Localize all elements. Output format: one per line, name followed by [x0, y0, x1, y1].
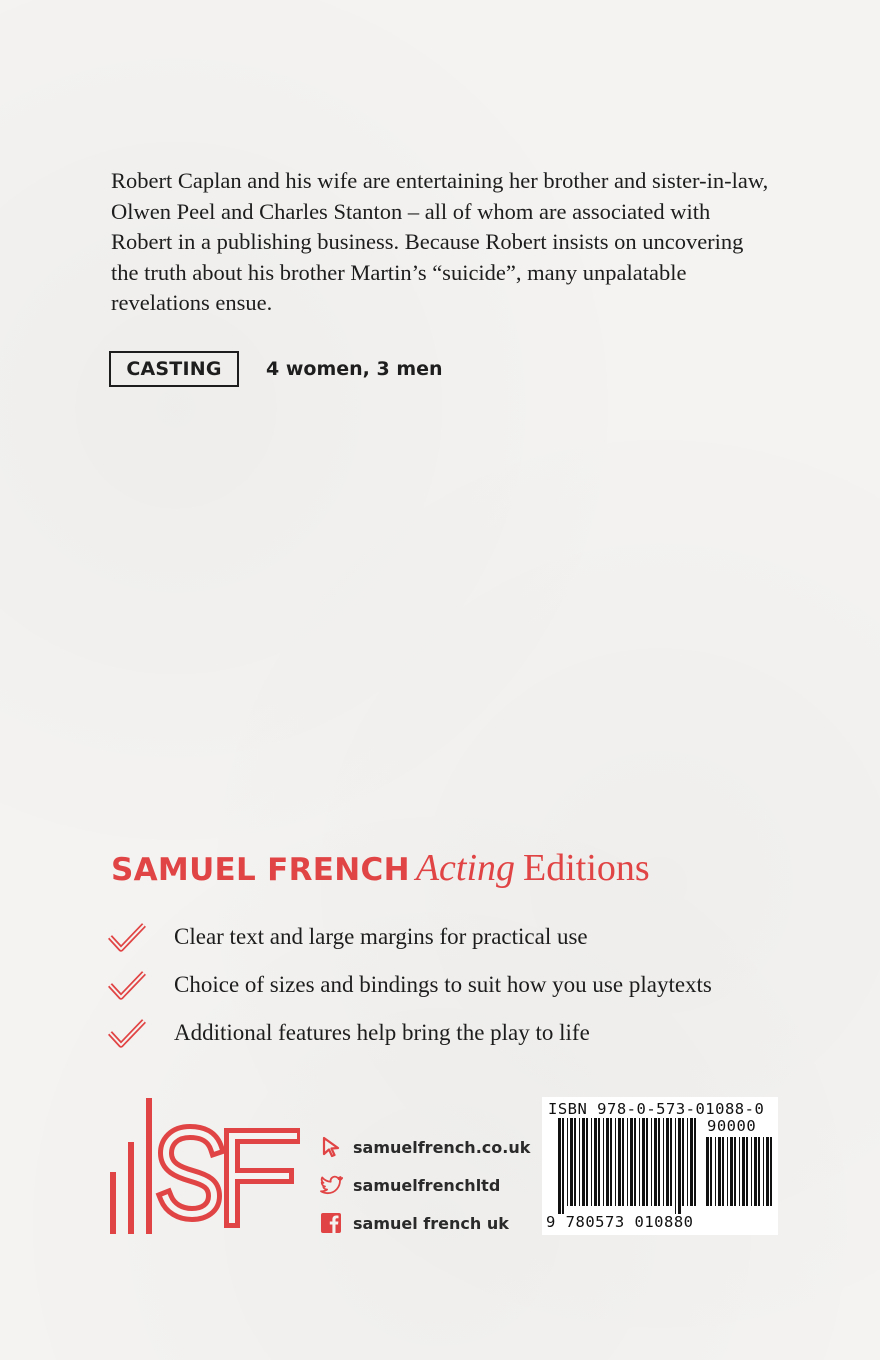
price-code: 90000 — [707, 1117, 757, 1135]
barcode-bar — [582, 1118, 585, 1206]
series-acting: Acting — [415, 847, 516, 889]
barcode-bar — [694, 1118, 696, 1206]
series-brand: SAMUEL FRENCH — [111, 852, 410, 888]
barcode-bar — [654, 1118, 657, 1206]
barcode-bar — [763, 1137, 764, 1206]
contact-list — [319, 1128, 530, 1242]
contact-text: samuel french uk — [353, 1213, 509, 1233]
isbn-barcode — [542, 1097, 778, 1235]
barcode-bar — [690, 1118, 693, 1206]
barcode-bar — [682, 1118, 684, 1206]
barcode-bar — [574, 1118, 576, 1206]
barcode-bar — [754, 1137, 757, 1206]
barcode-bar — [606, 1118, 609, 1206]
barcode-bar — [751, 1137, 752, 1206]
barcode-bar — [739, 1137, 740, 1206]
barcode-bar — [766, 1137, 769, 1206]
series-editions: Editions — [523, 847, 650, 889]
contact-website[interactable] — [319, 1128, 530, 1166]
barcode-bar — [630, 1118, 633, 1206]
contact-facebook[interactable] — [319, 1204, 530, 1242]
barcode-bar — [591, 1118, 592, 1206]
feature-list — [108, 913, 712, 1057]
barcode-bar — [746, 1137, 748, 1206]
cursor-icon — [319, 1135, 343, 1159]
contact-text: samuelfrenchltd — [353, 1175, 501, 1195]
ean-digits: 9 780573 010880 — [546, 1213, 694, 1231]
barcode-bar — [666, 1118, 669, 1206]
barcode-bar — [727, 1137, 728, 1206]
barcode-bar — [558, 1118, 561, 1214]
barcode-bar — [586, 1118, 588, 1206]
ean-barcode — [558, 1118, 700, 1214]
barcode-bar — [718, 1137, 721, 1206]
feature-item — [108, 1009, 712, 1057]
barcode-bar — [639, 1118, 640, 1206]
sf-logo — [108, 1096, 300, 1236]
isbn-number: ISBN 978-0-573-01088-0 — [548, 1100, 765, 1118]
barcode-bar — [642, 1118, 645, 1206]
synopsis-text: Robert Caplan and his wife are entertaining her brother and sister-in-law, Olwen Peel and Charles Stanton – all of whom are associated with Robert in a publishing business. Because Robert insists on uncovering the truth about his brother Martin’s “suicide”, many unpalatable revelations ensue. — [111, 168, 769, 315]
feature-item — [108, 961, 712, 1009]
barcode-bar — [710, 1137, 712, 1206]
barcode-bar — [770, 1137, 772, 1206]
casting-value: 4 women, 3 men — [266, 358, 443, 380]
feature-text: Additional features help bring the play to life — [174, 1020, 590, 1045]
barcode-bar — [687, 1118, 688, 1206]
addon-barcode — [706, 1137, 772, 1214]
contact-text: samuelfrench.co.uk — [353, 1137, 531, 1157]
barcode-bar — [670, 1118, 672, 1206]
barcode-bar — [706, 1137, 709, 1206]
barcode-bar — [734, 1137, 736, 1206]
barcode-bar — [579, 1118, 580, 1206]
facebook-icon — [319, 1211, 343, 1235]
barcode-bar — [663, 1118, 664, 1206]
check-icon — [108, 970, 146, 1000]
barcode-bar — [622, 1118, 624, 1206]
barcode-bar — [567, 1118, 568, 1206]
barcode-bar — [758, 1137, 760, 1206]
barcode-bar — [722, 1137, 724, 1206]
barcode-bar — [603, 1118, 604, 1206]
feature-text: Clear text and large margins for practical use — [174, 924, 588, 949]
check-icon — [108, 1018, 146, 1048]
barcode-bar — [594, 1118, 597, 1206]
barcode-bar — [675, 1118, 676, 1214]
feature-item — [108, 913, 712, 961]
barcode-bar — [634, 1118, 636, 1206]
barcode-bar — [646, 1118, 648, 1206]
contact-twitter[interactable] — [319, 1166, 530, 1204]
barcode-bar — [615, 1118, 616, 1206]
barcode-bar — [742, 1137, 745, 1206]
barcode-bar — [598, 1118, 600, 1206]
casting-info — [109, 351, 443, 387]
feature-text: Choice of sizes and bindings to suit how you use playtexts — [174, 972, 712, 997]
barcode-bar — [651, 1118, 652, 1206]
barcode-bar — [678, 1118, 681, 1214]
barcode-bar — [730, 1137, 733, 1206]
casting-label: CASTING — [109, 351, 239, 387]
twitter-icon — [319, 1173, 343, 1197]
barcode-bar — [610, 1118, 612, 1206]
barcode-bar — [658, 1118, 660, 1206]
barcode-bar — [570, 1118, 573, 1206]
barcode-bar — [562, 1118, 564, 1214]
check-icon — [108, 922, 146, 952]
series-title — [111, 846, 650, 892]
barcode-bar — [627, 1118, 628, 1206]
barcode-bar — [618, 1118, 621, 1206]
barcode-bar — [715, 1137, 716, 1206]
